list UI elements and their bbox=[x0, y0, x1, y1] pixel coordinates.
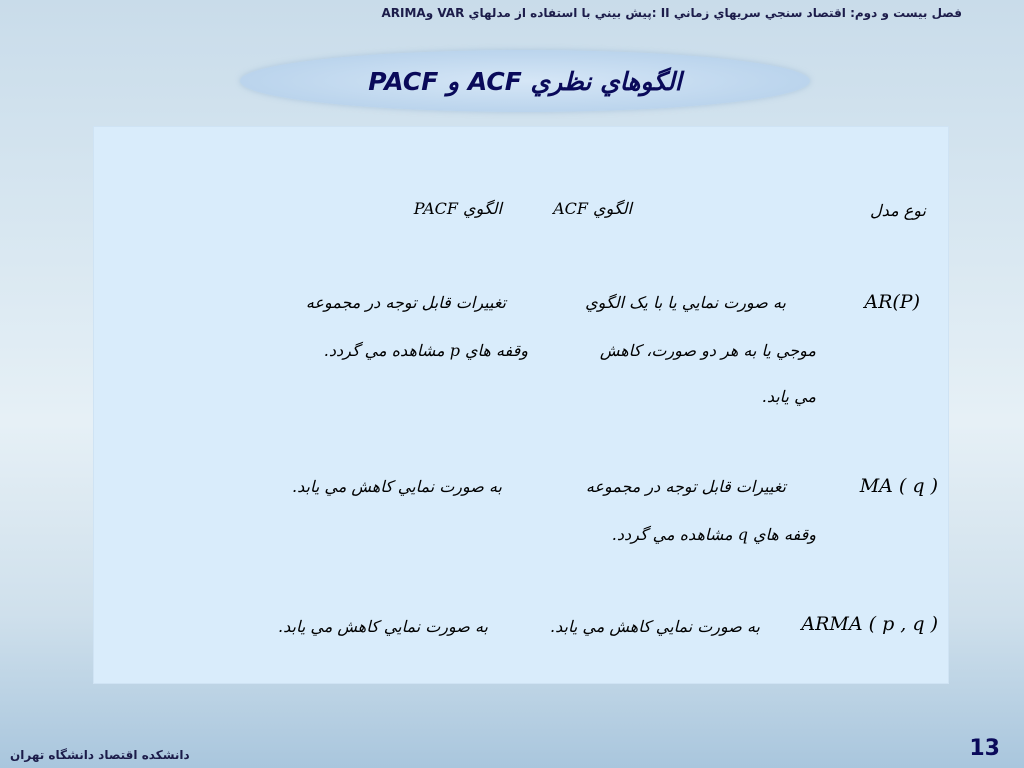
ar-acf-line-1: به صورت نمايي يا با يک الگوي bbox=[585, 293, 786, 312]
header-acf-pattern: الگوي ACF bbox=[553, 199, 632, 218]
ar-acf-line-2: موجي يا به هر دو صورت، کاهش bbox=[599, 341, 816, 360]
arma-acf-line-1: به صورت نمايي کاهش مي يابد. bbox=[550, 617, 760, 636]
ma-acf-line-1: تغييرات قابل توجه در مجموعه bbox=[585, 477, 786, 496]
ar-acf-line-3: مي يابد. bbox=[761, 387, 816, 406]
institution-footer: دانشكده اقتصاد دانشگاه تهران bbox=[10, 748, 190, 762]
model-ma: MA ( q ) bbox=[859, 475, 938, 497]
slide-title: الگوهاي نظري ACF و PACF bbox=[368, 66, 682, 96]
header-model-type: نوع مدل bbox=[870, 201, 926, 220]
ma-pacf-line-1: به صورت نمايي کاهش مي يابد. bbox=[292, 477, 502, 496]
ar-pacf-line-2: وقفه هاي p مشاهده مي گردد. bbox=[323, 341, 528, 360]
ma-acf-line-2: وقفه هاي q مشاهده مي گردد. bbox=[611, 525, 816, 544]
header-pacf-pattern: الگوي PACF bbox=[413, 199, 502, 218]
title-oval bbox=[240, 50, 810, 112]
page-number: 13 bbox=[969, 736, 1000, 761]
ar-pacf-line-1: تغييرات قابل توجه در مجموعه bbox=[305, 293, 506, 312]
model-ar: AR(P) bbox=[864, 291, 920, 313]
course-header: فصل بيست و دوم: اقتصاد سنجي سريهاي زماني II :پيش بيني با استفاده از مدلهاي VAR وARIMA bbox=[381, 6, 962, 20]
arma-pacf-line-1: به صورت نمايي کاهش مي يابد. bbox=[278, 617, 488, 636]
content-panel bbox=[93, 126, 949, 684]
model-arma: ARMA ( p , q ) bbox=[801, 613, 938, 635]
